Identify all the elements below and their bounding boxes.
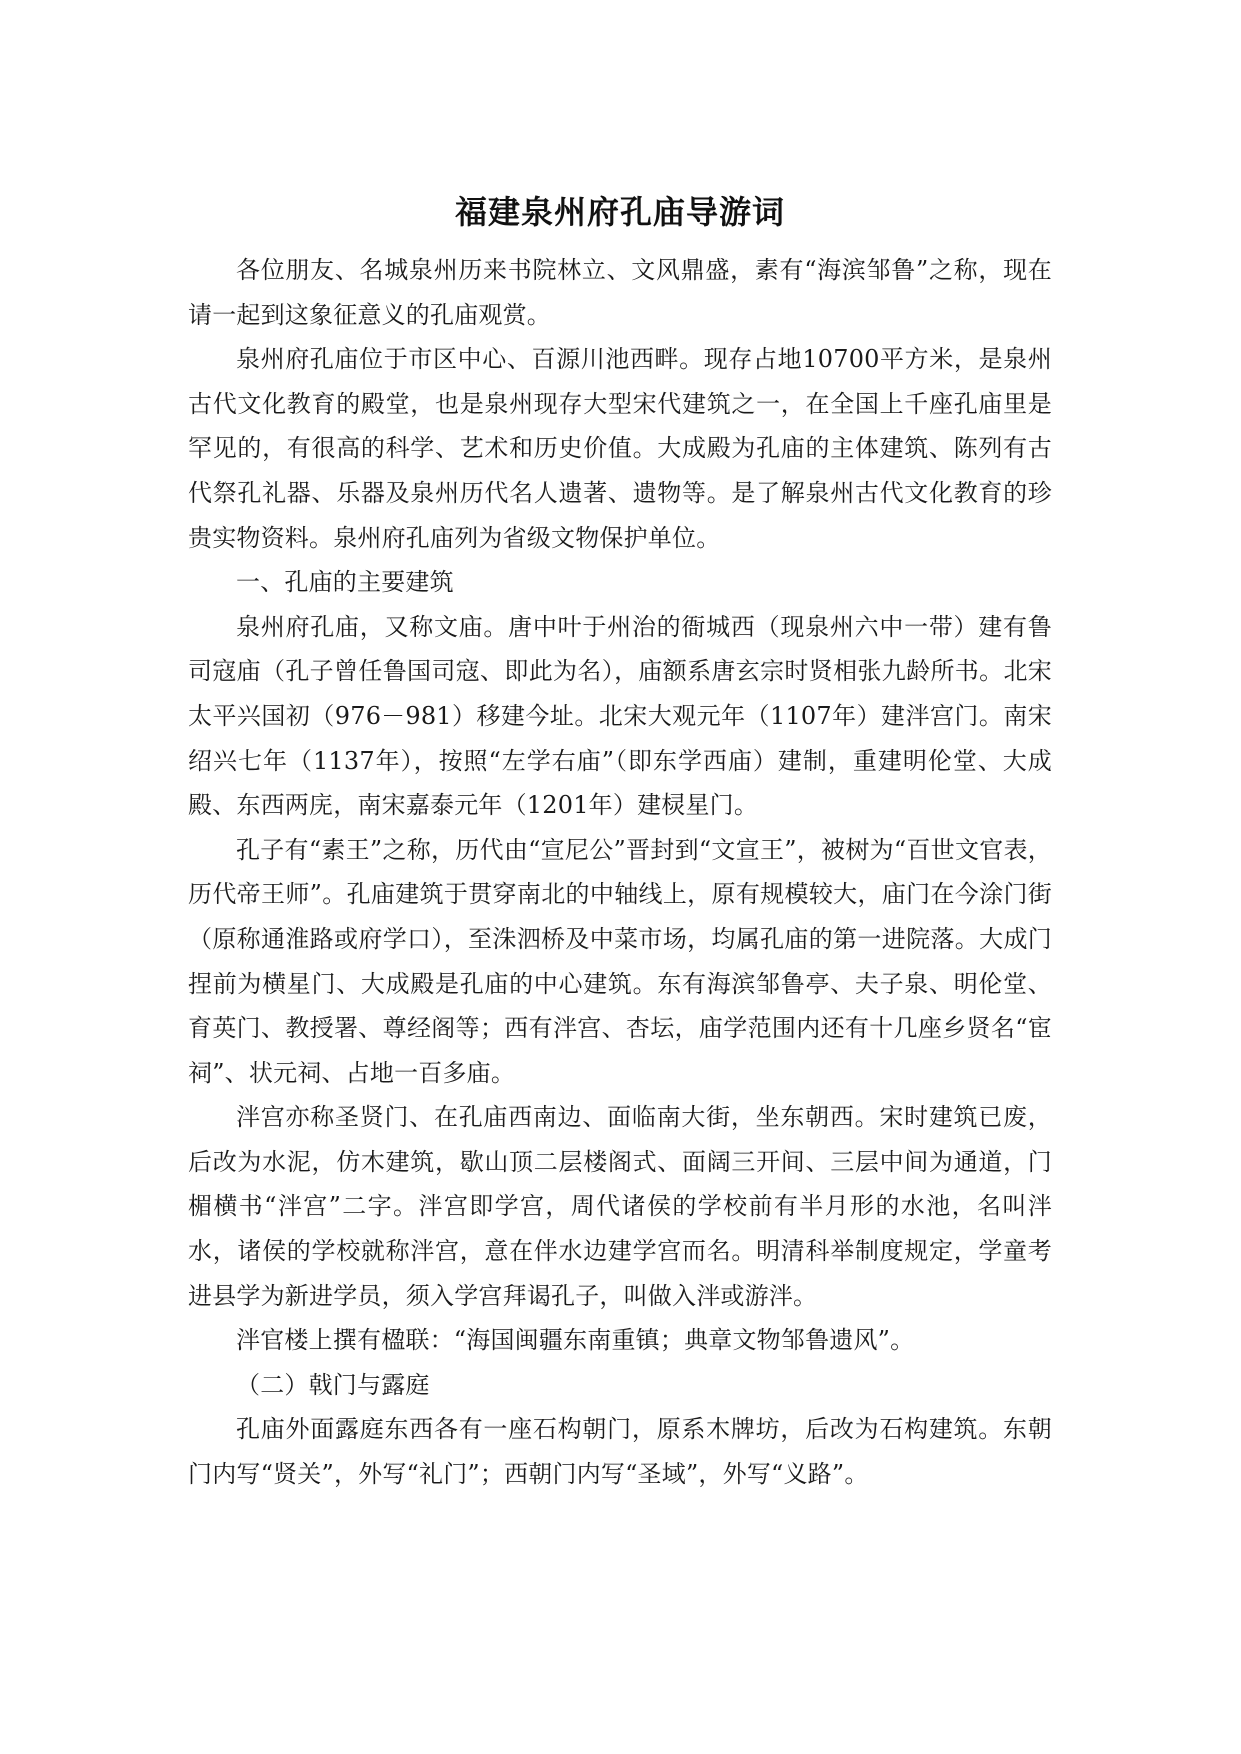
- paragraph-overview: 泉州府孔庙位于市区中心、百源川池西畔。现存占地10700平方米，是泉州古代文化教育的殿堂，也是泉州现存大型宋代建筑之一，在全国上千座孔庙里是罕见的，有很高的科学、艺术和历史价值。大成殿为孔庙的主体建筑、陈列有古代祭孔礼器、乐器及泉州历代名人遗著、遗物等。是了解泉州古代文化教育的珍贵实物资料。泉州府孔庙列为省级文物保护单位。: [188, 345, 1052, 552]
- paragraph-couplet: 泮官楼上撰有楹联：“海国闽疆东南重镇；典章文物邹鲁遗风”。: [236, 1326, 915, 1355]
- section-heading-gate-courtyard: （二）戟门与露庭: [236, 1370, 430, 1399]
- document-page: [188, 190, 1052, 1497]
- section-heading-main-buildings: 一、孔庙的主要建筑: [236, 568, 454, 597]
- paragraph-intro: 各位朋友、名城泉州历来书院林立、文风鼎盛，素有“海滨邹鲁”之称，现在请一起到这象征意义的孔庙观赏。: [188, 256, 1052, 329]
- paragraph-layout: 孔子有“素王”之称，历代由“宣尼公”晋封到“文宣王”，被树为“百世文官表，历代帝王师”。孔庙建筑于贯穿南北的中轴线上，原有规模较大，庙门在今涂门街（原称通淮路或府学口），至洙泗桥及中菜市场，均属孔庙的第一进院落。大成门捏前为横星门、大成殿是孔庙的中心建筑。东有海滨邹鲁亭、夫子泉、明伦堂、育英门、教授署、尊经阁等；西有泮宫、杏坛，庙学范围内还有十几座乡贤名“宦祠”、状元祠、占地一百多庙。: [188, 835, 1052, 1087]
- paragraph-history: 泉州府孔庙，又称文庙。唐中叶于州治的衙城西（现泉州六中一带）建有鲁司寇庙（孔子曾任鲁国司寇、即此为名），庙额系唐玄宗时贤相张九龄所书。北宋太平兴国初（976－981）移建今址。北宋大观元年（1107年）建泮宫门。南宋绍兴七年（1137年），按照“左学右庙”（即东学西庙）建制，重建明伦堂、大成殿、东西两庑，南宋嘉泰元年（1201年）建棂星门。: [188, 612, 1052, 820]
- paragraph-pangong: 泮宫亦称圣贤门、在孔庙西南边、面临南大街，坐东朝西。宋时建筑已废，后改为水泥，仿木建筑，歇山顶二层楼阁式、面阔三开间、三层中间为通道，门楣横书“泮宫”二字。泮宫即学宫，周代诸侯的学校前有半月形的水池，名叫泮水，诸侯的学校就称泮宫，意在伴水边建学宫而名。明清科举制度规定，学童考进县学为新进学员，须入学宫拜谒孔子，叫做入泮或游泮。: [188, 1103, 1052, 1310]
- paragraph-courtyard: 孔庙外面露庭东西各有一座石构朝门，原系木牌坊，后改为石构建筑。东朝门内写“贤关”，外写“礼门”；西朝门内写“圣域”，外写“义路”。: [188, 1415, 1052, 1489]
- document-title: 福建泉州府孔庙导游词: [454, 193, 785, 231]
